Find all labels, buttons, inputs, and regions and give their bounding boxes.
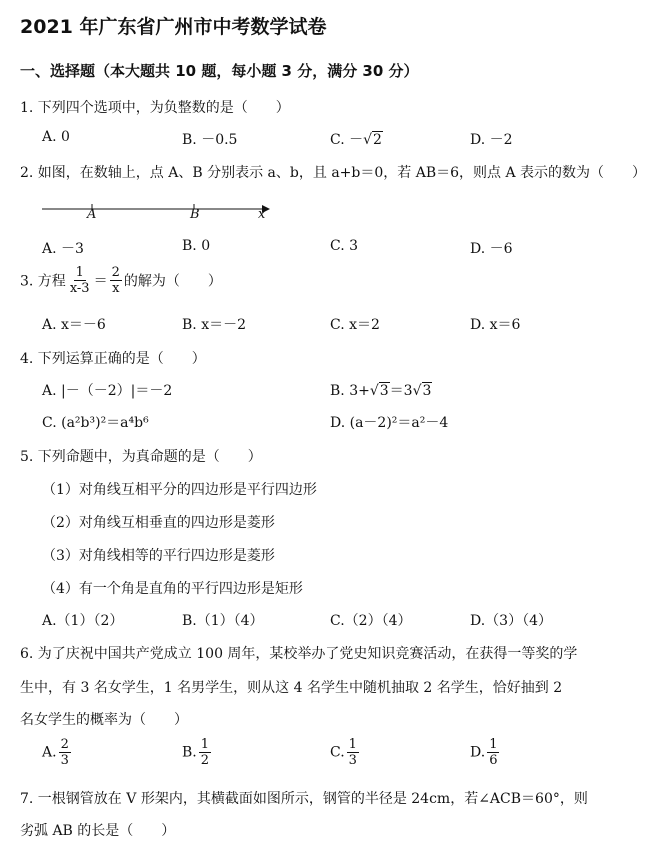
question-6-option-d — [470, 738, 501, 767]
question-4-option-c: C. (a²b³)²＝a⁴b⁶ — [42, 415, 149, 431]
question-4-option-b — [330, 380, 432, 400]
question-2-option-c: C. 3 — [330, 238, 359, 254]
equals-sign: ＝ — [93, 273, 108, 290]
question-6-option-c — [330, 738, 361, 767]
radicand: 3 — [422, 383, 432, 399]
question-2-option-a: A. －3 — [42, 241, 84, 257]
option-letter: A. — [42, 744, 57, 761]
point-b-label: B — [190, 207, 200, 222]
option-fraction — [199, 738, 211, 767]
question-5-option-c: C.（2）（4） — [330, 613, 412, 629]
question-3-option-b: B. x＝－2 — [182, 317, 246, 333]
question-3-option-a: A. x＝－6 — [42, 317, 106, 333]
question-5-option-b: B.（1）（4） — [182, 613, 264, 629]
option-fraction — [59, 738, 71, 767]
question-5-item-2: （2）对角线互相垂直的四边形是菱形 — [42, 515, 275, 531]
question-6-option-b — [182, 738, 213, 767]
question-2-stem: 2. 如图，在数轴上，点 A、B 分别表示 a、b，且 a+b＝0，若 AB＝6，则点 A 表示的数为（ ） — [20, 165, 647, 181]
option-letter: D. — [470, 744, 486, 761]
question-5-item-4: （4）有一个角是直角的平行四边形是矩形 — [42, 581, 303, 597]
question-3-option-c: C. x＝2 — [330, 317, 380, 333]
question-4-option-d: D. (a－2)²＝a²－4 — [330, 415, 449, 431]
question-3-suffix: 的解为（ ） — [123, 273, 222, 290]
question-1-stem: 1. 下列四个选项中，为负整数的是（ ） — [20, 100, 290, 116]
question-1-option-c — [330, 129, 383, 149]
question-5-item-1: （1）对角线互相平分的四边形是平行四边形 — [42, 482, 317, 498]
sqrt-symbol: √3 — [412, 383, 432, 399]
numerator: 2 — [60, 737, 69, 752]
radicand: 3 — [379, 383, 389, 399]
option-letter: B. — [182, 744, 197, 761]
axis-x-label: x — [258, 207, 266, 222]
question-1-option-d: D. －2 — [470, 132, 513, 148]
question-5-option-d: D.（3）（4） — [470, 613, 552, 629]
sqrt-symbol: √3 — [369, 383, 389, 399]
question-4-option-a: A. |－（－2）|＝－2 — [42, 383, 173, 399]
question-5-option-a: A.（1）（2） — [42, 613, 124, 629]
question-6-option-a — [42, 738, 73, 767]
question-3-option-d: D. x＝6 — [470, 317, 521, 333]
denominator: 3 — [60, 753, 69, 768]
fraction-1-numerator: 1 — [75, 265, 84, 280]
denominator: 2 — [200, 753, 210, 768]
numerator: 1 — [200, 737, 210, 752]
radicand: 2 — [373, 132, 382, 148]
sqrt-symbol: √2 — [363, 132, 382, 148]
option-letter: C. — [330, 744, 345, 761]
question-2-option-d: D. －6 — [470, 241, 513, 257]
question-6-line-2: 生中，有 3 名女学生，1 名男学生，则从这 4 名学生中随机抽取 2 名学生，恰好抽到 2 — [20, 680, 563, 696]
fraction-1-denominator: x-3 — [69, 281, 90, 296]
question-7-line-2: 劣弧 AB 的长是（ ） — [20, 823, 176, 839]
fraction-1 — [68, 266, 92, 295]
fraction-2-numerator: 2 — [111, 265, 120, 280]
question-4-option-b-middle: ＝3 — [389, 383, 413, 399]
question-4-option-b-prefix: B. 3+ — [330, 383, 370, 399]
denominator: 3 — [348, 753, 357, 768]
fraction-2 — [110, 266, 122, 295]
fraction-2-denominator: x — [112, 281, 120, 296]
question-5-item-3: （3）对角线相等的平行四边形是菱形 — [42, 548, 275, 564]
question-6-line-3: 名女学生的概率为（ ） — [20, 712, 188, 728]
point-a-label: A — [87, 207, 97, 222]
option-fraction — [487, 738, 499, 767]
question-1-option-c-label: C. － — [330, 132, 364, 148]
question-6-line-1: 6. 为了庆祝中国共产党成立 100 周年，某校举办了党史知识竞赛活动，在获得一等奖的学 — [20, 646, 578, 662]
question-5-stem: 5. 下列命题中，为真命题的是（ ） — [20, 449, 262, 465]
denominator: 6 — [489, 753, 498, 768]
page-title: 2021 年广东省广州市中考数学试卷 — [20, 16, 327, 38]
option-fraction — [347, 738, 359, 767]
question-3-prefix: 3. 方程 — [20, 273, 66, 290]
numerator: 1 — [348, 737, 357, 752]
numerator: 1 — [489, 737, 498, 752]
question-7-line-1: 7. 一根钢管放在 V 形架内，其横截面如图所示，钢管的半径是 24cm，若∠ACB＝60°，则 — [20, 791, 588, 807]
question-1-option-a: A. 0 — [42, 129, 70, 145]
question-4-stem: 4. 下列运算正确的是（ ） — [20, 351, 206, 367]
section-heading: 一、选择题（本大题共 10 题，每小题 3 分，满分 30 分） — [20, 62, 419, 80]
question-1-option-b: B. －0.5 — [182, 132, 238, 148]
question-3-stem — [20, 266, 222, 295]
question-2-option-b: B. 0 — [182, 238, 211, 254]
